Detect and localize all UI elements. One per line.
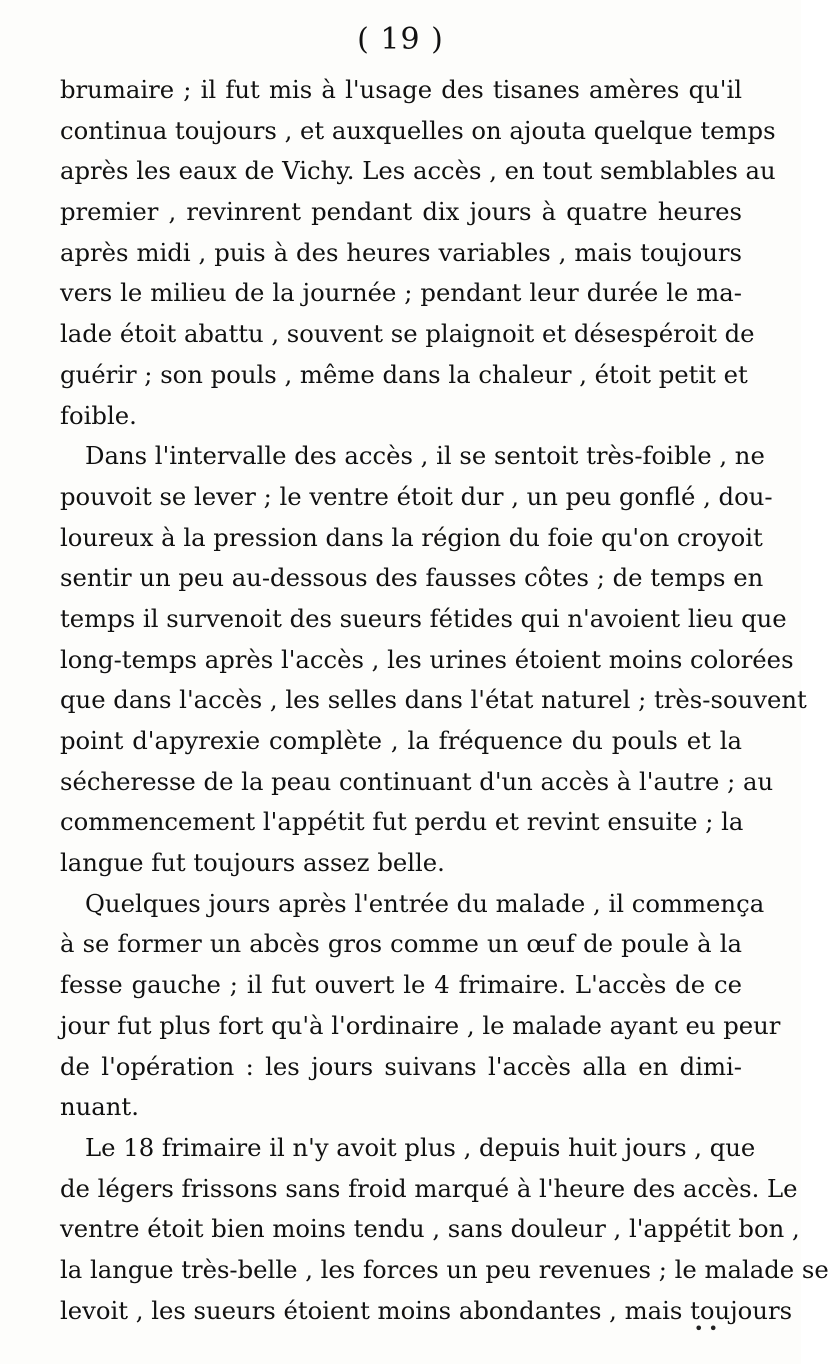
text-line: Le 18 frimaire il n'y avoit plus , depuis huit jours , que	[85, 1132, 756, 1162]
text-line: jour fut plus fort qu'à l'ordinaire , le malade ayant eu peur	[60, 1010, 781, 1040]
text-line: lade étoit abattu , souvent se plaignoit et désespéroit de	[60, 319, 755, 349]
paragraph-3	[60, 884, 781, 1128]
text-line: de légers frissons sans froid marqué à l'heure des accès. Le	[60, 1173, 798, 1203]
text-line: guérir ; son pouls , même dans la chaleur , étoit petit et	[60, 359, 748, 389]
text-line: ventre étoit bien moins tendu , sans douleur , l'appétit bon ,	[60, 1214, 800, 1244]
text-line: point d'apyrexie complète , la fréquence du pouls et la	[60, 726, 742, 755]
text-line: après midi , puis à des heures variables , mais toujours	[60, 237, 742, 267]
paragraph-4	[60, 1128, 829, 1331]
text-line: après les eaux de Vichy. Les accès , en tout semblables au	[60, 156, 776, 186]
text-line: levoit , les sueurs étoient moins abondantes , mais toujours	[60, 1295, 793, 1325]
text-line: pouvoit se lever ; le ventre étoit dur , un peu gonflé , dou-	[60, 481, 773, 511]
text-line: brumaire ; il fut mis à l'usage des tisanes amères qu'il	[60, 75, 742, 104]
body-text	[60, 70, 829, 1331]
text-line: long-temps après l'accès , les urines étoient moins colorées	[60, 644, 794, 674]
text-line: sécheresse de la peau continuant d'un accès à l'autre ; au	[60, 766, 774, 796]
text-line: commencement l'appétit fut perdu et revint ensuite ; la	[60, 807, 744, 837]
text-line: langue fut toujours assez belle.	[60, 848, 445, 878]
printer-mark: • •	[694, 1319, 718, 1338]
text-line: que dans l'accès , les selles dans l'état naturel ; très-souvent	[60, 685, 807, 715]
text-line: vers le milieu de la journée ; pendant leur durée le ma-	[60, 278, 742, 308]
text-line: continua toujours , et auxquelles on ajouta quelque temps	[60, 115, 776, 145]
paragraph-1	[60, 70, 776, 436]
text-line: la langue très-belle , les forces un peu revenues ; le malade se	[60, 1254, 829, 1284]
text-line: loureux à la pression dans la région du foie qu'on croyoit	[60, 522, 763, 552]
page-number: ( 19 )	[357, 22, 444, 57]
text-line: foible.	[60, 400, 137, 430]
text-line: à se former un abcès gros comme un œuf de poule à la	[60, 929, 742, 959]
text-line: de l'opération : les jours suivans l'accès alla en dimi-	[60, 1051, 742, 1081]
text-line: fesse gauche ; il fut ouvert le 4 frimaire. L'accès de ce	[60, 970, 742, 1000]
text-line: temps il survenoit des sueurs fétides qui n'avoient lieu que	[60, 603, 787, 633]
text-line: sentir un peu au-dessous des fausses côtes ; de temps en	[60, 563, 764, 593]
text-line: Dans l'intervalle des accès , il se sentoit très-foible , ne	[85, 441, 765, 471]
paragraph-2	[60, 436, 807, 884]
text-line: premier , revinrent pendant dix jours à quatre heures	[60, 197, 742, 227]
text-line: Quelques jours après l'entrée du malade , il commença	[85, 888, 765, 918]
text-line: nuant.	[60, 1092, 139, 1122]
